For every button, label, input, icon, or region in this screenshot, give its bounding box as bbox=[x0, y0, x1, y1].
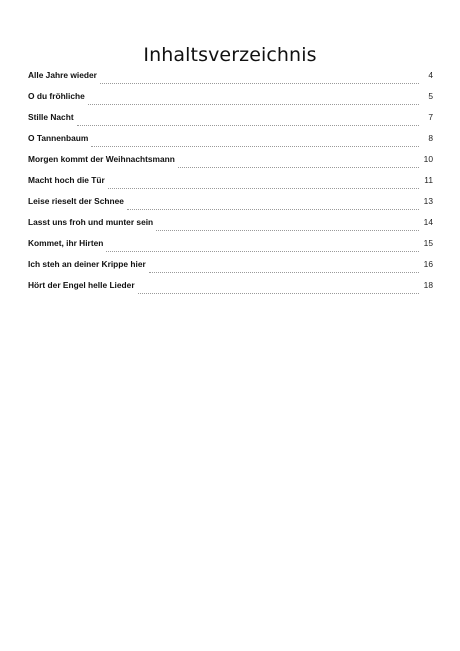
dot-leader bbox=[138, 292, 419, 294]
toc-entry-title: Stille Nacht bbox=[28, 112, 74, 122]
page-title: Inhaltsverzeichnis bbox=[143, 43, 317, 66]
toc-entry-title: Alle Jahre wieder bbox=[28, 70, 97, 80]
dot-leader bbox=[106, 250, 419, 252]
dot-leader bbox=[77, 124, 419, 126]
dot-leader bbox=[149, 271, 419, 273]
toc-entry[interactable] bbox=[28, 153, 433, 174]
dot-leader bbox=[127, 208, 419, 210]
toc-entry[interactable] bbox=[28, 111, 433, 132]
toc-entry-title: Hört der Engel helle Lieder bbox=[28, 280, 135, 290]
toc-entry-page: 13 bbox=[423, 196, 433, 206]
dot-leader bbox=[156, 229, 419, 231]
toc-entry[interactable] bbox=[28, 90, 433, 111]
toc-entry-title: Lasst uns froh und munter sein bbox=[28, 217, 154, 227]
dot-leader bbox=[88, 103, 419, 105]
toc-entry-page: 14 bbox=[423, 217, 433, 227]
toc-entry[interactable] bbox=[28, 279, 433, 300]
dot-leader bbox=[178, 166, 419, 168]
table-of-contents bbox=[28, 69, 433, 300]
toc-entry-title: Ich steh an deiner Krippe hier bbox=[28, 259, 146, 269]
dot-leader bbox=[100, 82, 419, 84]
toc-entry-page: 10 bbox=[423, 154, 433, 164]
toc-entry-title: O du fröhliche bbox=[28, 91, 85, 101]
toc-entry-title: Leise rieselt der Schnee bbox=[28, 196, 124, 206]
toc-entry-title: Morgen kommt der Weihnachtsmann bbox=[28, 154, 175, 164]
toc-entry-title: Kommet, ihr Hirten bbox=[28, 238, 104, 248]
toc-entry[interactable] bbox=[28, 69, 433, 90]
toc-entry-title: Macht hoch die Tür bbox=[28, 175, 105, 185]
toc-entry-page: 7 bbox=[428, 112, 433, 122]
toc-entry-page: 15 bbox=[423, 238, 433, 248]
toc-entry-page: 4 bbox=[428, 70, 433, 80]
toc-entry[interactable] bbox=[28, 237, 433, 258]
toc-entry[interactable] bbox=[28, 174, 433, 195]
toc-entry-page: 11 bbox=[424, 175, 433, 185]
toc-entry-page: 8 bbox=[428, 133, 433, 143]
toc-entry[interactable] bbox=[28, 195, 433, 216]
toc-entry[interactable] bbox=[28, 216, 433, 237]
dot-leader bbox=[108, 187, 419, 189]
toc-entry[interactable] bbox=[28, 258, 433, 279]
toc-entry-page: 16 bbox=[423, 259, 433, 269]
toc-entry-page: 18 bbox=[423, 280, 433, 290]
toc-entry[interactable] bbox=[28, 132, 433, 153]
toc-entry-title: O Tannenbaum bbox=[28, 133, 89, 143]
dot-leader bbox=[91, 145, 419, 147]
toc-entry-page: 5 bbox=[428, 91, 433, 101]
